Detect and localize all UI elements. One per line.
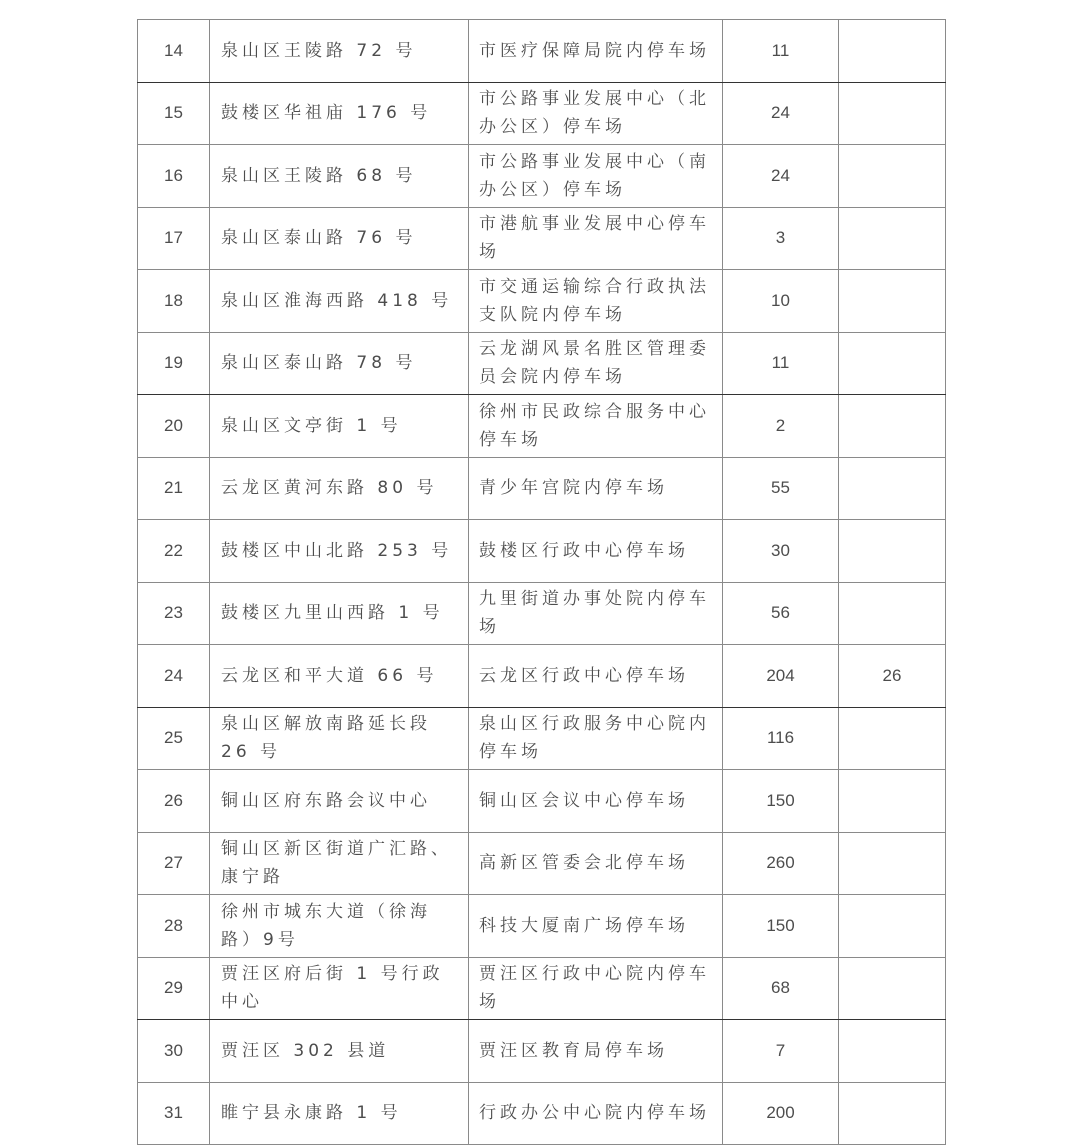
- row-address: 徐州市城东大道（徐海路）9号: [210, 895, 469, 958]
- row-extra: [839, 457, 946, 520]
- table-row: [138, 707, 946, 770]
- table-row: [138, 1082, 946, 1145]
- row-extra: [839, 895, 946, 958]
- row-extra: [839, 582, 946, 645]
- row-index: 29: [138, 957, 210, 1020]
- row-extra: [839, 707, 946, 770]
- row-spaces: 56: [723, 582, 839, 645]
- table-row: [138, 520, 946, 583]
- row-spaces: 2: [723, 395, 839, 458]
- row-lot-name: 徐州市民政综合服务中心停车场: [469, 395, 723, 458]
- row-lot-name: 云龙湖风景名胜区管理委员会院内停车场: [469, 332, 723, 395]
- row-extra: [839, 770, 946, 833]
- row-lot-name: 贾汪区教育局停车场: [469, 1020, 723, 1083]
- row-spaces: 150: [723, 895, 839, 958]
- row-address: 泉山区泰山路 76 号: [210, 207, 469, 270]
- row-extra: [839, 957, 946, 1020]
- row-extra: [839, 520, 946, 583]
- row-address: 铜山区府东路会议中心: [210, 770, 469, 833]
- row-lot-name: 科技大厦南广场停车场: [469, 895, 723, 958]
- row-spaces: 7: [723, 1020, 839, 1083]
- row-address: 云龙区和平大道 66 号: [210, 645, 469, 708]
- row-index: 19: [138, 332, 210, 395]
- row-extra: [839, 82, 946, 145]
- row-lot-name: 云龙区行政中心停车场: [469, 645, 723, 708]
- table-row: [138, 395, 946, 458]
- row-spaces: 116: [723, 707, 839, 770]
- row-lot-name: 市公路事业发展中心（南办公区）停车场: [469, 145, 723, 208]
- row-extra: 26: [839, 645, 946, 708]
- row-lot-name: 行政办公中心院内停车场: [469, 1082, 723, 1145]
- row-address: 铜山区新区街道广汇路、康宁路: [210, 832, 469, 895]
- table-row: [138, 957, 946, 1020]
- row-index: 15: [138, 82, 210, 145]
- row-spaces: 11: [723, 332, 839, 395]
- row-lot-name: 九里街道办事处院内停车场: [469, 582, 723, 645]
- row-index: 27: [138, 832, 210, 895]
- row-spaces: 3: [723, 207, 839, 270]
- row-lot-name: 市交通运输综合行政执法支队院内停车场: [469, 270, 723, 333]
- row-address: 睢宁县永康路 1 号: [210, 1082, 469, 1145]
- row-address: 鼓楼区华祖庙 176 号: [210, 82, 469, 145]
- table-row: [138, 82, 946, 145]
- row-lot-name: 铜山区会议中心停车场: [469, 770, 723, 833]
- row-extra: [839, 145, 946, 208]
- row-lot-name: 鼓楼区行政中心停车场: [469, 520, 723, 583]
- row-index: 24: [138, 645, 210, 708]
- table-row: [138, 332, 946, 395]
- row-address: 泉山区解放南路延长段 26 号: [210, 707, 469, 770]
- row-index: 30: [138, 1020, 210, 1083]
- row-index: 18: [138, 270, 210, 333]
- table-row: [138, 20, 946, 83]
- row-extra: [839, 270, 946, 333]
- row-index: 25: [138, 707, 210, 770]
- row-extra: [839, 207, 946, 270]
- row-index: 14: [138, 20, 210, 83]
- table-row: [138, 207, 946, 270]
- row-lot-name: 泉山区行政服务中心院内停车场: [469, 707, 723, 770]
- row-spaces: 68: [723, 957, 839, 1020]
- row-address: 泉山区文亭街 1 号: [210, 395, 469, 458]
- row-extra: [839, 1020, 946, 1083]
- row-index: 28: [138, 895, 210, 958]
- table-row: [138, 770, 946, 833]
- row-extra: [839, 395, 946, 458]
- row-index: 31: [138, 1082, 210, 1145]
- row-address: 泉山区泰山路 78 号: [210, 332, 469, 395]
- row-extra: [839, 332, 946, 395]
- row-lot-name: 市公路事业发展中心（北办公区）停车场: [469, 82, 723, 145]
- row-index: 21: [138, 457, 210, 520]
- row-address: 贾汪区 302 县道: [210, 1020, 469, 1083]
- row-index: 20: [138, 395, 210, 458]
- row-spaces: 55: [723, 457, 839, 520]
- table-row: [138, 1020, 946, 1083]
- row-index: 23: [138, 582, 210, 645]
- row-extra: [839, 20, 946, 83]
- row-index: 22: [138, 520, 210, 583]
- parking-lot-table: [137, 19, 946, 1145]
- row-address: 鼓楼区中山北路 253 号: [210, 520, 469, 583]
- table-row: [138, 895, 946, 958]
- row-lot-name: 贾汪区行政中心院内停车场: [469, 957, 723, 1020]
- table-row: [138, 145, 946, 208]
- table-row: [138, 645, 946, 708]
- row-extra: [839, 832, 946, 895]
- row-spaces: 200: [723, 1082, 839, 1145]
- row-address: 鼓楼区九里山西路 1 号: [210, 582, 469, 645]
- table-row: [138, 832, 946, 895]
- row-lot-name: 高新区管委会北停车场: [469, 832, 723, 895]
- table-row: [138, 457, 946, 520]
- row-address: 云龙区黄河东路 80 号: [210, 457, 469, 520]
- row-address: 贾汪区府后街 1 号行政中心: [210, 957, 469, 1020]
- row-lot-name: 市港航事业发展中心停车场: [469, 207, 723, 270]
- row-address: 泉山区淮海西路 418 号: [210, 270, 469, 333]
- row-spaces: 150: [723, 770, 839, 833]
- table-row: [138, 270, 946, 333]
- row-spaces: 204: [723, 645, 839, 708]
- row-index: 16: [138, 145, 210, 208]
- row-extra: [839, 1082, 946, 1145]
- row-index: 26: [138, 770, 210, 833]
- row-lot-name: 青少年宫院内停车场: [469, 457, 723, 520]
- row-spaces: 30: [723, 520, 839, 583]
- row-spaces: 11: [723, 20, 839, 83]
- row-lot-name: 市医疗保障局院内停车场: [469, 20, 723, 83]
- row-address: 泉山区王陵路 72 号: [210, 20, 469, 83]
- row-spaces: 24: [723, 82, 839, 145]
- row-spaces: 10: [723, 270, 839, 333]
- row-spaces: 24: [723, 145, 839, 208]
- table-row: [138, 582, 946, 645]
- row-spaces: 260: [723, 832, 839, 895]
- row-index: 17: [138, 207, 210, 270]
- row-address: 泉山区王陵路 68 号: [210, 145, 469, 208]
